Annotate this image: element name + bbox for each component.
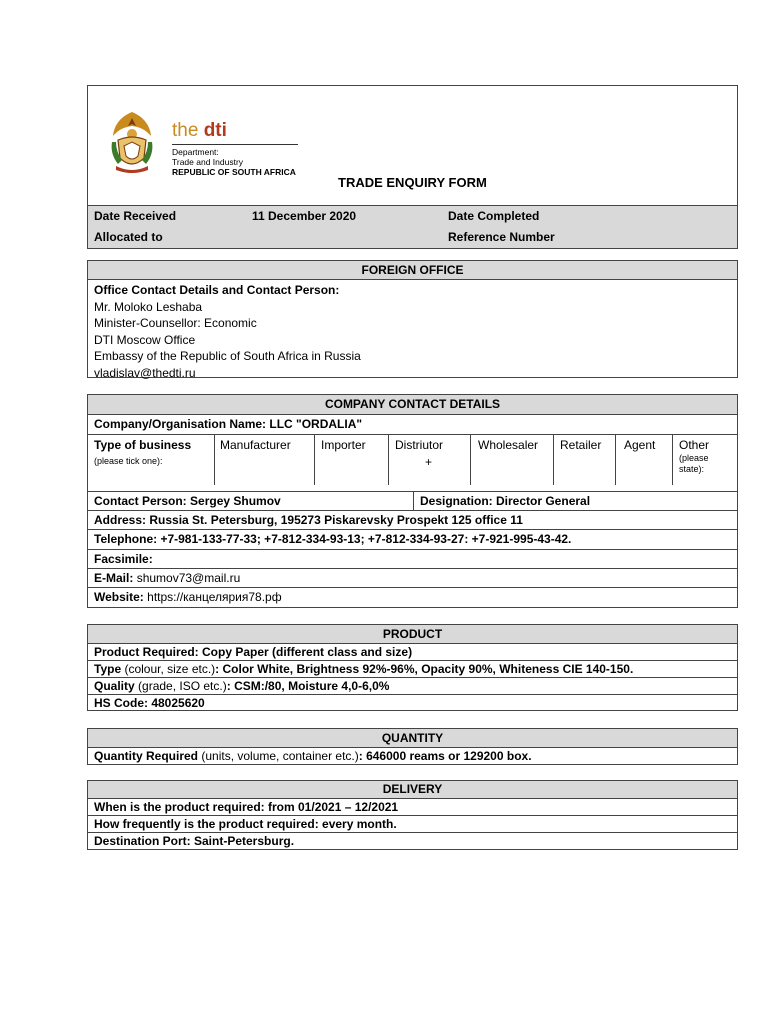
- coat-of-arms-icon: [108, 110, 156, 176]
- business-type-distributor[interactable]: Distriutor: [395, 438, 444, 452]
- product-header: PRODUCT: [88, 625, 737, 643]
- foreign-office-header: FOREIGN OFFICE: [88, 261, 737, 279]
- foreign-office-section: [87, 260, 738, 378]
- company-address: Address: Russia St. Petersburg, 195273 Piskarevsky Prospekt 125 office 11: [88, 510, 737, 529]
- date-received-label: Date Received: [88, 206, 246, 227]
- date-completed-label: Date Completed: [442, 206, 570, 227]
- type-of-business-label: Type of business: [94, 438, 192, 452]
- other-hint: (please state):: [679, 453, 709, 474]
- delivery-port: Destination Port: Saint-Petersburg.: [88, 832, 737, 850]
- contact-person: Contact Person: Sergey Shumov: [94, 494, 281, 508]
- quantity-header: QUANTITY: [88, 729, 737, 747]
- foreign-office-line: Embassy of the Republic of South Africa in Russia: [94, 349, 361, 363]
- business-type-other[interactable]: Other: [679, 438, 710, 452]
- delivery-section: [87, 780, 738, 850]
- business-type-importer[interactable]: Importer: [321, 438, 366, 452]
- reference-number-field[interactable]: [570, 227, 737, 248]
- product-hs-code: HS Code: 48025620: [88, 694, 737, 711]
- business-type-retailer[interactable]: Retailer: [560, 438, 602, 452]
- foreign-office-title: Office Contact Details and Contact Person:: [94, 283, 340, 297]
- company-section: [87, 394, 738, 608]
- company-website-row: [88, 587, 737, 608]
- date-received-value[interactable]: 11 December 2020: [246, 206, 442, 227]
- foreign-office-line: Mr. Moloko Leshaba: [94, 299, 203, 314]
- quantity-required-row: Quantity Required (units, volume, container etc.): 646000 reams or 129200 box.: [88, 747, 737, 765]
- product-section: [87, 624, 738, 711]
- email-value[interactable]: shumov73@mail.ru: [136, 571, 241, 585]
- dept-line1: Department:: [172, 147, 219, 157]
- type-of-business-hint: (please tick one):: [94, 456, 163, 466]
- dti-logo: [108, 110, 308, 178]
- logo-divider: [172, 144, 298, 145]
- quantity-section: [87, 728, 738, 765]
- product-type-row: Type (colour, size etc.): Color White, Brightness 92%-96%, Opacity 90%, Whiteness CIE 140-150.: [88, 660, 737, 677]
- reference-number-label: Reference Number: [442, 227, 570, 248]
- company-telephone: Telephone: +7-981-133-77-33; +7-812-334-93-13; +7-812-334-93-27: +7-921-995-43-42.: [88, 529, 737, 549]
- business-type-row: [88, 434, 737, 485]
- date-completed-field[interactable]: [570, 206, 737, 227]
- company-facsimile: Facsimile:: [88, 549, 737, 568]
- dept-line2: Trade and Industry: [172, 157, 244, 167]
- brand-prefix: the: [172, 120, 199, 141]
- company-email-row: [88, 568, 737, 587]
- allocated-to-field[interactable]: [246, 227, 442, 248]
- product-quality-row: Quality (grade, ISO etc.): CSM:/80, Moisture 4,0-6,0%: [88, 677, 737, 694]
- product-required: Product Required: Copy Paper (different class and size): [88, 643, 737, 660]
- distributor-tick-mark: +: [425, 455, 433, 469]
- form-header-box: [87, 85, 738, 249]
- business-type-manufacturer[interactable]: Manufacturer: [220, 438, 291, 452]
- allocated-to-label: Allocated to: [88, 227, 246, 248]
- delivery-when: When is the product required: from 01/2021 – 12/2021: [88, 798, 737, 815]
- business-type-wholesaler[interactable]: Wholesaler: [478, 438, 539, 452]
- website-value[interactable]: https://канцелярия78.рф: [147, 590, 282, 604]
- foreign-office-line: Minister-Counsellor: Economic: [94, 316, 257, 330]
- top-table: [88, 205, 737, 248]
- company-org-name: Company/Organisation Name: LLC "ORDALIA": [88, 414, 737, 434]
- foreign-office-line: DTI Moscow Office: [94, 332, 196, 347]
- company-header: COMPANY CONTACT DETAILS: [88, 395, 737, 414]
- contact-person-row: [88, 491, 737, 510]
- form-title: TRADE ENQUIRY FORM: [338, 175, 487, 190]
- foreign-office-email: vladislav@thedti.ru: [94, 365, 196, 380]
- delivery-frequency: How frequently is the product required: every month.: [88, 815, 737, 832]
- delivery-header: DELIVERY: [88, 781, 737, 798]
- business-type-agent[interactable]: Agent: [624, 438, 656, 452]
- website-label: Website:: [94, 590, 144, 604]
- designation: Designation: Director General: [420, 494, 591, 508]
- dept-line3: REPUBLIC OF SOUTH AFRICA: [172, 167, 296, 177]
- brand-name: dti: [203, 120, 227, 141]
- email-label: E-Mail:: [94, 571, 134, 585]
